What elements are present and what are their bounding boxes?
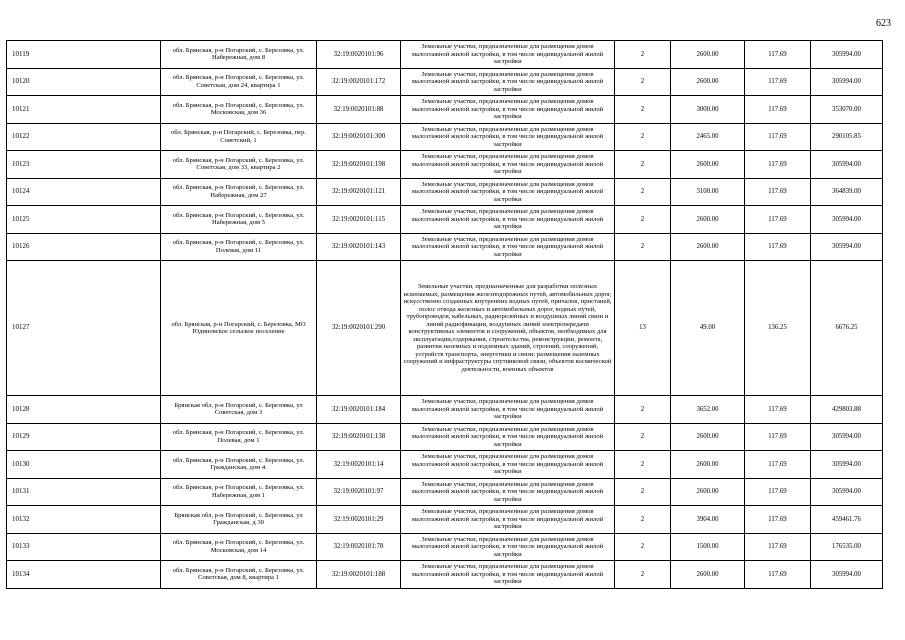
cadastral-value-cell: 6676.25 [811,261,883,396]
record-id-cell: 10119 [7,41,161,69]
table-row [7,533,883,561]
cadastral-value-cell: 305994.00 [811,233,883,261]
land-use-cell: Земельные участки, предназначенные для разработки полезных ископаемых, размещения железнодорожных путей, автомобильных дорог, искусственно созданных внутренних водных путей, причалов, пристаней, полос отвода железных и автомобильных дорог, водных путей, трубопроводов, кабельных, радиорелейных и воздушных линий связи и линий радиофикации, воздушных линий электропередачи конструктивных элементов и сооружений, объектов, необходимых для эксплуатации,содержания, строительства, реконструкции, ремонта, развития наземных и подземных зданий, строений, сооружений, устройств транспорта, энергетики и связи; размещения наземных сооружений и инфраструктуры спутниковой связи, объектов космической деятельности, военных объектов [401,261,615,396]
group-cell: 2 [615,478,671,506]
table-row [7,178,883,206]
table-row [7,561,883,589]
cadastral-number-cell: 32:19:0020101:172 [317,68,401,96]
cadastral-value-cell: 290105.85 [811,123,883,151]
area-cell: 2600.00 [671,451,745,479]
address-cell: обл. Брянская, р-н Погарский, с. Березовка, ул. Набережная, дом 27 [161,178,317,206]
area-cell: 2600.00 [671,561,745,589]
record-id-cell: 10127 [7,261,161,396]
table-body [7,41,883,589]
cadastral-number-cell: 32:19:0020101:300 [317,123,401,151]
land-use-cell: Земельные участки, предназначенные для размещения домов малоэтажной жилой застройки, в том числе индивидуальной жилой застройки [401,506,615,534]
cadastral-number-cell: 32:19:0020101:198 [317,151,401,179]
cadastral-value-cell: 305994.00 [811,423,883,451]
table-row [7,151,883,179]
cadastral-number-cell: 32:19:0020101:88 [317,96,401,124]
cadastral-number-cell: 32:19:0020101:78 [317,533,401,561]
cadastral-value-cell: 305994.00 [811,206,883,234]
rate-cell: 136.25 [745,261,811,396]
table-row [7,41,883,69]
group-cell: 2 [615,41,671,69]
land-use-cell: Земельные участки, предназначенные для размещения домов малоэтажной жилой застройки, в том числе индивидуальной жилой застройки [401,123,615,151]
record-id-cell: 10120 [7,68,161,96]
area-cell: 2600.00 [671,41,745,69]
table-row [7,478,883,506]
area-cell: 3100.00 [671,178,745,206]
cadastral-number-cell: 32:19:0020101:188 [317,561,401,589]
rate-cell: 117.69 [745,506,811,534]
land-use-cell: Земельные участки, предназначенные для размещения домов малоэтажной жилой застройки, в том числе индивидуальной жилой застройки [401,533,615,561]
land-use-cell: Земельные участки, предназначенные для размещения домов малоэтажной жилой застройки, в том числе индивидуальной жилой застройки [401,178,615,206]
group-cell: 2 [615,233,671,261]
rate-cell: 117.69 [745,41,811,69]
cadastral-value-cell: 364839.00 [811,178,883,206]
cadastral-value-cell: 305994.00 [811,478,883,506]
record-id-cell: 10123 [7,151,161,179]
rate-cell: 117.69 [745,478,811,506]
record-id-cell: 10134 [7,561,161,589]
address-cell: обл. Брянская, р-н Погарский, с. Березовка, ул. Московская, дом 14 [161,533,317,561]
area-cell: 2600.00 [671,206,745,234]
cadastral-number-cell: 32:19:0020101:121 [317,178,401,206]
cadastral-number-cell: 32:19:0020101:115 [317,206,401,234]
cadastral-value-cell: 305994.00 [811,151,883,179]
cadastral-value-cell: 429803.88 [811,396,883,424]
rate-cell: 117.69 [745,561,811,589]
record-id-cell: 10129 [7,423,161,451]
group-cell: 2 [615,506,671,534]
record-id-cell: 10132 [7,506,161,534]
land-use-cell: Земельные участки, предназначенные для размещения домов малоэтажной жилой застройки, в том числе индивидуальной жилой застройки [401,41,615,69]
table-row [7,261,883,396]
area-cell: 2465.00 [671,123,745,151]
cadastral-value-cell: 305994.00 [811,68,883,96]
cadastral-number-cell: 32:19:0020101:184 [317,396,401,424]
cadastral-value-cell: 176535.00 [811,533,883,561]
cadastral-number-cell: 32:19:0020101:290 [317,261,401,396]
address-cell: Брянская обл, р-н Погарский, с. Березовка, ул Гражданская, д 30 [161,506,317,534]
address-cell: обл. Брянская, р-н Погарский, с. Березовка, ул. Советская, дом 24, квартира 1 [161,68,317,96]
record-id-cell: 10122 [7,123,161,151]
group-cell: 2 [615,533,671,561]
cadastral-value-cell: 305994.00 [811,561,883,589]
land-use-cell: Земельные участки, предназначенные для размещения домов малоэтажной жилой застройки, в том числе индивидуальной жилой застройки [401,423,615,451]
land-use-cell: Земельные участки, предназначенные для размещения домов малоэтажной жилой застройки, в том числе индивидуальной жилой застройки [401,233,615,261]
cadastral-value-cell: 353070.00 [811,96,883,124]
group-cell: 2 [615,178,671,206]
rate-cell: 117.69 [745,206,811,234]
cadastral-value-cell: 305994.00 [811,41,883,69]
group-cell: 2 [615,96,671,124]
cadastral-number-cell: 32:19:0020101:97 [317,478,401,506]
group-cell: 2 [615,206,671,234]
address-cell: обл. Брянская, р-н Погарский, с. Березовка, ул. Московская, дом 36 [161,96,317,124]
group-cell: 2 [615,123,671,151]
area-cell: 3000.00 [671,96,745,124]
rate-cell: 117.69 [745,178,811,206]
rate-cell: 117.69 [745,396,811,424]
rate-cell: 117.69 [745,68,811,96]
group-cell: 2 [615,396,671,424]
rate-cell: 117.69 [745,123,811,151]
address-cell: обл. Брянская, р-н Погарский, с. Березовка, ул. Полевая, дом 11 [161,233,317,261]
group-cell: 2 [615,68,671,96]
land-use-cell: Земельные участки, предназначенные для размещения домов малоэтажной жилой застройки, в том числе индивидуальной жилой застройки [401,151,615,179]
group-cell: 2 [615,451,671,479]
area-cell: 1500.00 [671,533,745,561]
record-id-cell: 10130 [7,451,161,479]
group-cell: 2 [615,151,671,179]
cadastral-value-cell: 459461.76 [811,506,883,534]
record-id-cell: 10125 [7,206,161,234]
group-cell: 13 [615,261,671,396]
cadastral-number-cell: 32:19:0020101:96 [317,41,401,69]
table-row [7,396,883,424]
land-use-cell: Земельные участки, предназначенные для размещения домов малоэтажной жилой застройки, в том числе индивидуальной жилой застройки [401,96,615,124]
cadastral-number-cell: 32:19:0020101:29 [317,506,401,534]
record-id-cell: 10121 [7,96,161,124]
record-id-cell: 10128 [7,396,161,424]
land-use-cell: Земельные участки, предназначенные для размещения домов малоэтажной жилой застройки, в том числе индивидуальной жилой застройки [401,561,615,589]
land-use-cell: Земельные участки, предназначенные для размещения домов малоэтажной жилой застройки, в том числе индивидуальной жилой застройки [401,68,615,96]
area-cell: 2600.00 [671,233,745,261]
rate-cell: 117.69 [745,423,811,451]
land-use-cell: Земельные участки, предназначенные для размещения домов малоэтажной жилой застройки, в том числе индивидуальной жилой застройки [401,206,615,234]
record-id-cell: 10131 [7,478,161,506]
address-cell: обл. Брянская, р-н Погарский, с. Березовка, ул. Полевая, дом 1 [161,423,317,451]
area-cell: 2600.00 [671,423,745,451]
address-cell: обл. Брянская, р-н Погарский, с. Березовка, ул. Советская, дом 8, квартира 1 [161,561,317,589]
cadastral-number-cell: 32:19:0020101:138 [317,423,401,451]
address-cell: обл. Брянская, р-н Погарский, с. Березовка, ул. Гражданская, дом 4. [161,451,317,479]
area-cell: 2600.00 [671,151,745,179]
group-cell: 2 [615,423,671,451]
rate-cell: 117.69 [745,151,811,179]
record-id-cell: 10124 [7,178,161,206]
address-cell: обл. Брянская, р-н Погарский, с. Березовка, ул. Набережная, дом 8 [161,41,317,69]
area-cell: 49.00 [671,261,745,396]
address-cell: обл. Брянская, р-н Погарский, с. Березовка, ул. Набережная, дом 5 [161,206,317,234]
land-use-cell: Земельные участки, предназначенные для размещения домов малоэтажной жилой застройки, в том числе индивидуальной жилой застройки [401,478,615,506]
table-row [7,423,883,451]
table-row [7,451,883,479]
record-id-cell: 10133 [7,533,161,561]
rate-cell: 117.69 [745,451,811,479]
record-id-cell: 10126 [7,233,161,261]
area-cell: 2600.00 [671,68,745,96]
table-row [7,506,883,534]
address-cell: обл. Брянская, р-н Погарский, с. Березовка, ул. Набережная, дом 1 [161,478,317,506]
land-plots-table [6,40,883,589]
group-cell: 2 [615,561,671,589]
address-cell: Брянская обл, р-н Погарский, с. Березовка, ул Советская, дом 3 [161,396,317,424]
page-number: 623 [876,18,891,29]
cadastral-value-cell: 305994.00 [811,451,883,479]
area-cell: 3652.00 [671,396,745,424]
address-cell: обл. Брянская, р-н Погарский, с. Березовка, пер. Советский, 1 [161,123,317,151]
table-row [7,96,883,124]
address-cell: обл. Брянская, р-н Погарский, с. Березовка, ул. Советская, дом 33, квартира 2 [161,151,317,179]
cadastral-number-cell: 32:19:0020101:143 [317,233,401,261]
rate-cell: 117.69 [745,233,811,261]
table-row [7,68,883,96]
table-row [7,233,883,261]
rate-cell: 117.69 [745,533,811,561]
land-use-cell: Земельные участки, предназначенные для размещения домов малоэтажной жилой застройки, в том числе индивидуальной жилой застройки [401,451,615,479]
cadastral-number-cell: 32:19:0020101:14 [317,451,401,479]
address-cell: обл. Брянская, р-н Погарский, с. Березовка, МО Юдиновское сельское поселение [161,261,317,396]
rate-cell: 117.69 [745,96,811,124]
table-row [7,123,883,151]
area-cell: 3904.00 [671,506,745,534]
table-row [7,206,883,234]
area-cell: 2600.00 [671,478,745,506]
land-use-cell: Земельные участки, предназначенные для размещения домов малоэтажной жилой застройки, в том числе индивидуальной жилой застройки [401,396,615,424]
